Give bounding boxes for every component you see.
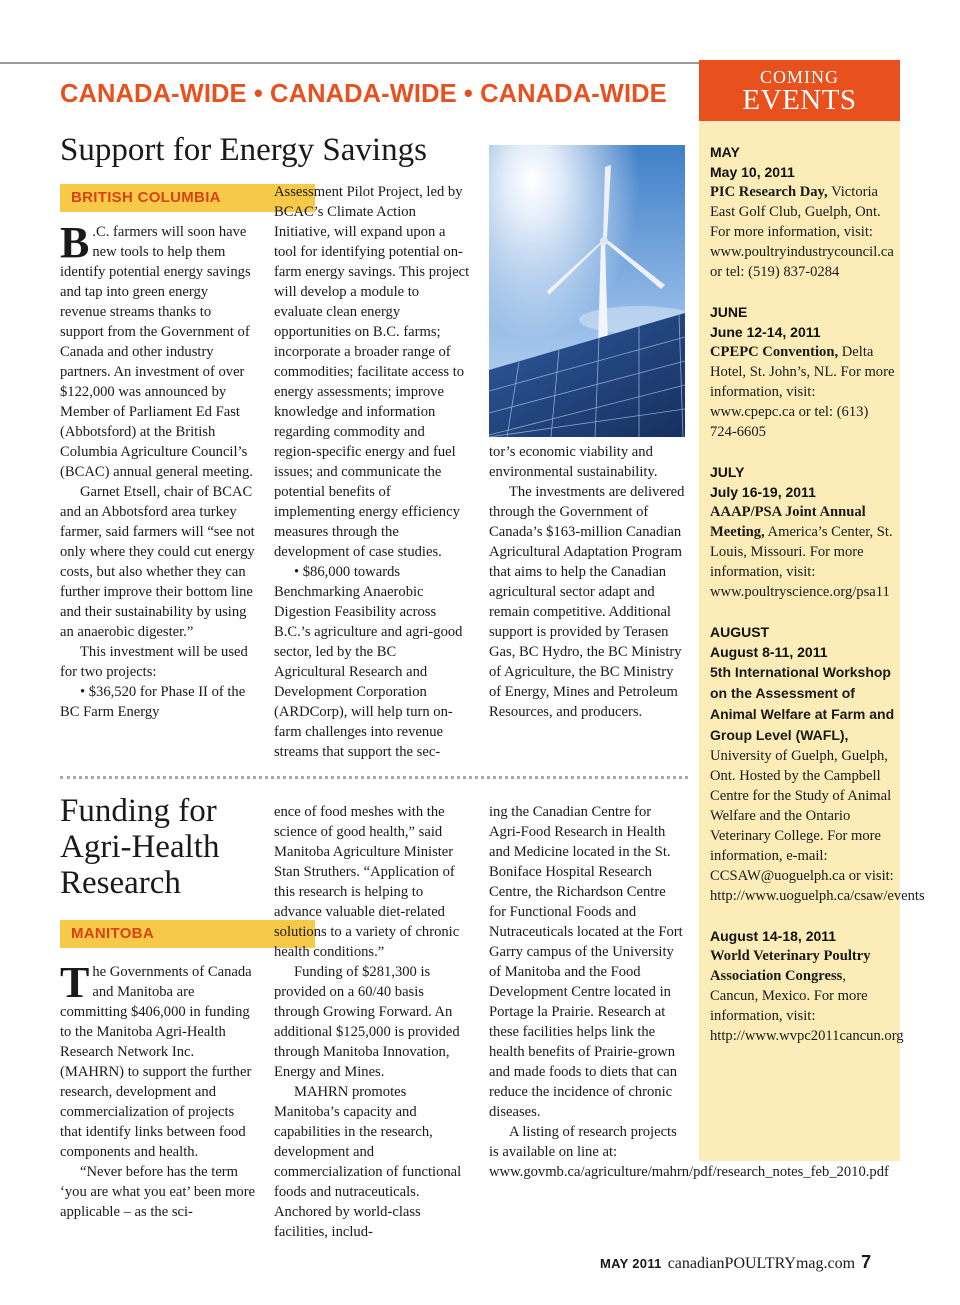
article2-para-7: A listing of research projects is available on line at: www.govmb.ca/agriculture/mahrn/pdf/research_notes_feb_2010.pdf: [489, 1124, 889, 1180]
event-date: August 8-11, 2011: [710, 644, 828, 660]
article2-para-1: The Governments of Canada and Manitoba are committing $406,000 in funding to the Manitoba Agri-Health Research Network Inc. (MAHRN) to support the further research, development and commercialization of projects that identify links between food components and health.: [60, 958, 252, 1160]
article1-para-6: The investments are delivered through the Government of Canada’s $163-million Canadian Agricultural Adaptation Program that aims to help the Canadian agricultural sector adapt and remain competitive. Additional support is provided by Terasen Gas, BC Hydro, the BC Ministry of Agriculture, the BC Ministry of Energy, Mines and Petroleum Resources, and producers.: [489, 484, 685, 720]
event-date: July 16-19, 2011: [710, 484, 816, 500]
article1-column-2: [274, 182, 470, 762]
events-list: [710, 142, 925, 1066]
page-number: 7: [861, 1252, 872, 1272]
coming-label: COMING: [759, 67, 839, 87]
event-month: AUGUST: [710, 624, 770, 640]
article2-para-5: MAHRN promotes Manitoba’s capacity and capabilities in the research, development and commercialization of functional foods and nutraceuticals. Anchored by world-class facilities, includ-: [274, 1084, 462, 1240]
event-title: 5th International Workshop on the Assessment of Animal Welfare at Farm and Group Level (WAFL),: [710, 664, 895, 743]
drop-cap: T: [60, 958, 90, 1007]
article-headline-agri-health: Funding for Agri-Health Research: [60, 793, 220, 901]
event-item: [710, 622, 925, 906]
event-item: [710, 302, 896, 442]
events-title: EVENTS: [742, 84, 857, 116]
event-item: [710, 142, 896, 282]
dotted-separator: [60, 776, 688, 779]
event-month: MAY: [710, 144, 740, 160]
article2-para-6: ing the Canadian Centre for Agri-Food Research in Health and Medicine located in the St. Boniface Hospital Research Centre, the Richardson Centre for Functional Foods and Nutraceuticals located at the Fort Garry campus of the University of Manitoba and the Food Development Centre located in Portage la Prairie. Research at these facilities helps link the health benefits of Prairie-grown and made foods to diets that can reduce the incidence of chronic diseases.: [489, 804, 683, 1120]
article1-bullet-1: • $36,520 for Phase II of the BC Farm Energy: [60, 684, 246, 720]
event-date: June 12-14, 2011: [710, 324, 821, 340]
article1-bullet-2: • $86,000 towards Benchmarking Anaerobic Digestion Feasibility across B.C.’s agriculture and agri-good sector, led by the BC Agricultural Research and Development Corporation (ARDCorp), will help turn on-farm challenges into revenue streams that support the sec-: [274, 564, 463, 760]
event-details: Victoria East Golf Club, Guelph, Ont. For more information, visit: www.poultryindustrycouncil.ca or tel: (519) 837-0284: [710, 184, 894, 280]
article2-column-1: [60, 958, 256, 1222]
event-month: JUNE: [710, 304, 748, 320]
article1-para-3: This investment will be used for two projects:: [60, 644, 248, 680]
event-details: Delta Hotel, St. John’s, NL. For more information, visit: www.cpepc.ca or tel: (613) 724-6605: [710, 344, 895, 440]
event-title: World Veterinary Poultry Association Congress: [710, 948, 871, 984]
event-details: America’s Center, St. Louis, Missouri. For more information, visit: www.poultryscience.org/psa11: [710, 524, 893, 600]
event-title: CPEPC Convention,: [710, 344, 839, 360]
footer-issue-date: MAY 2011: [600, 1256, 662, 1271]
article2-column-2: [274, 802, 470, 1242]
article1-para-4: Assessment Pilot Project, led by BCAC’s Climate Action Initiative, will expand upon a tool for identifying potential on-farm energy savings. This project will develop a module to evaluate clean energy opportunities on B.C. farms; incorporate a broader range of commodities; facilitate access to energy assessments; improve knowledge and information regarding commodity and region-specific energy and fuel issues; and communicate the potential benefits of implementing energy efficiency measures through the development of case studies.: [274, 184, 470, 560]
event-title: PIC Research Day,: [710, 184, 828, 200]
event-item: [710, 926, 904, 1046]
wind-turbine-solar-photo: [489, 145, 685, 437]
event-details: , Cancun, Mexico. For more information, visit: http://www.wvpc2011cancun.org: [710, 968, 904, 1044]
article-headline-energy: Support for Energy Savings: [60, 132, 427, 168]
event-date: May 10, 2011: [710, 164, 795, 180]
article2-para-2: “Never before has the term ‘you are what you eat’ been more applicable – as the sci-: [60, 1164, 256, 1220]
article1-column-3: [489, 442, 685, 722]
event-description: [710, 662, 925, 906]
event-description: [710, 182, 896, 282]
section-banner: CANADA-WIDE • CANADA-WIDE • CANADA-WIDE: [60, 80, 667, 108]
article2-para-3: ence of food meshes with the science of good health,” said Manitoba Agriculture Minister Stan Struthers. “Application of this research is helping to advance valuable diet-related solutions to a variety of chronic health conditions.”: [274, 804, 460, 960]
page-footer: [600, 1252, 905, 1273]
event-month: JULY: [710, 464, 745, 480]
article1-column-1: [60, 218, 256, 722]
event-details: University of Guelph, Guelph, Ont. Hosted by the Campbell Centre for the Study of Animal Welfare and the Ontario Veterinary College. For more information, e-mail: CCSAW@uoguelph.ca or visit: http://www.uoguelph.ca/csaw/events: [710, 748, 925, 904]
event-date: August 14-18, 2011: [710, 928, 837, 944]
event-description: [710, 342, 896, 442]
event-title: AAAP/PSA Joint Annual Meeting,: [710, 504, 866, 540]
region-tag-british-columbia: BRITISH COLUMBIA: [60, 184, 315, 212]
article1-para-5: tor’s economic viability and environmental sustainability.: [489, 444, 658, 480]
event-description: [710, 946, 904, 1046]
event-description: [710, 502, 896, 602]
event-item: [710, 462, 896, 602]
article1-para-1: B .C. farmers will soon have new tools to help them identify potential energy savings and tap into green energy revenue streams thanks to support from the Government of Canada and other industry partners. An investment of over $122,000 was announced by Member of Parliament Ed Fast (Abbotsford) at the British Columbia Agriculture Council’s (BCAC) annual general meeting.: [60, 218, 253, 480]
region-tag-manitoba: MANITOBA: [60, 920, 315, 948]
article1-para-2: Garnet Etsell, chair of BCAC and an Abbotsford area turkey farmer, said farmers will “see not only where they could cut energy costs, but also whether they can further improve their bottom line and their sustainability by using an anaerobic digester.”: [60, 484, 255, 640]
coming-events-header: [699, 60, 900, 121]
top-rule: [0, 62, 700, 64]
footer-website: canadianPOULTRYmag.com: [667, 1255, 856, 1272]
drop-cap: B: [60, 218, 90, 267]
article2-para-4: Funding of $281,300 is provided on a 60/40 basis through Growing Forward. An additional $125,000 is provided through Manitoba Innovation, Energy and Mines.: [274, 964, 460, 1080]
